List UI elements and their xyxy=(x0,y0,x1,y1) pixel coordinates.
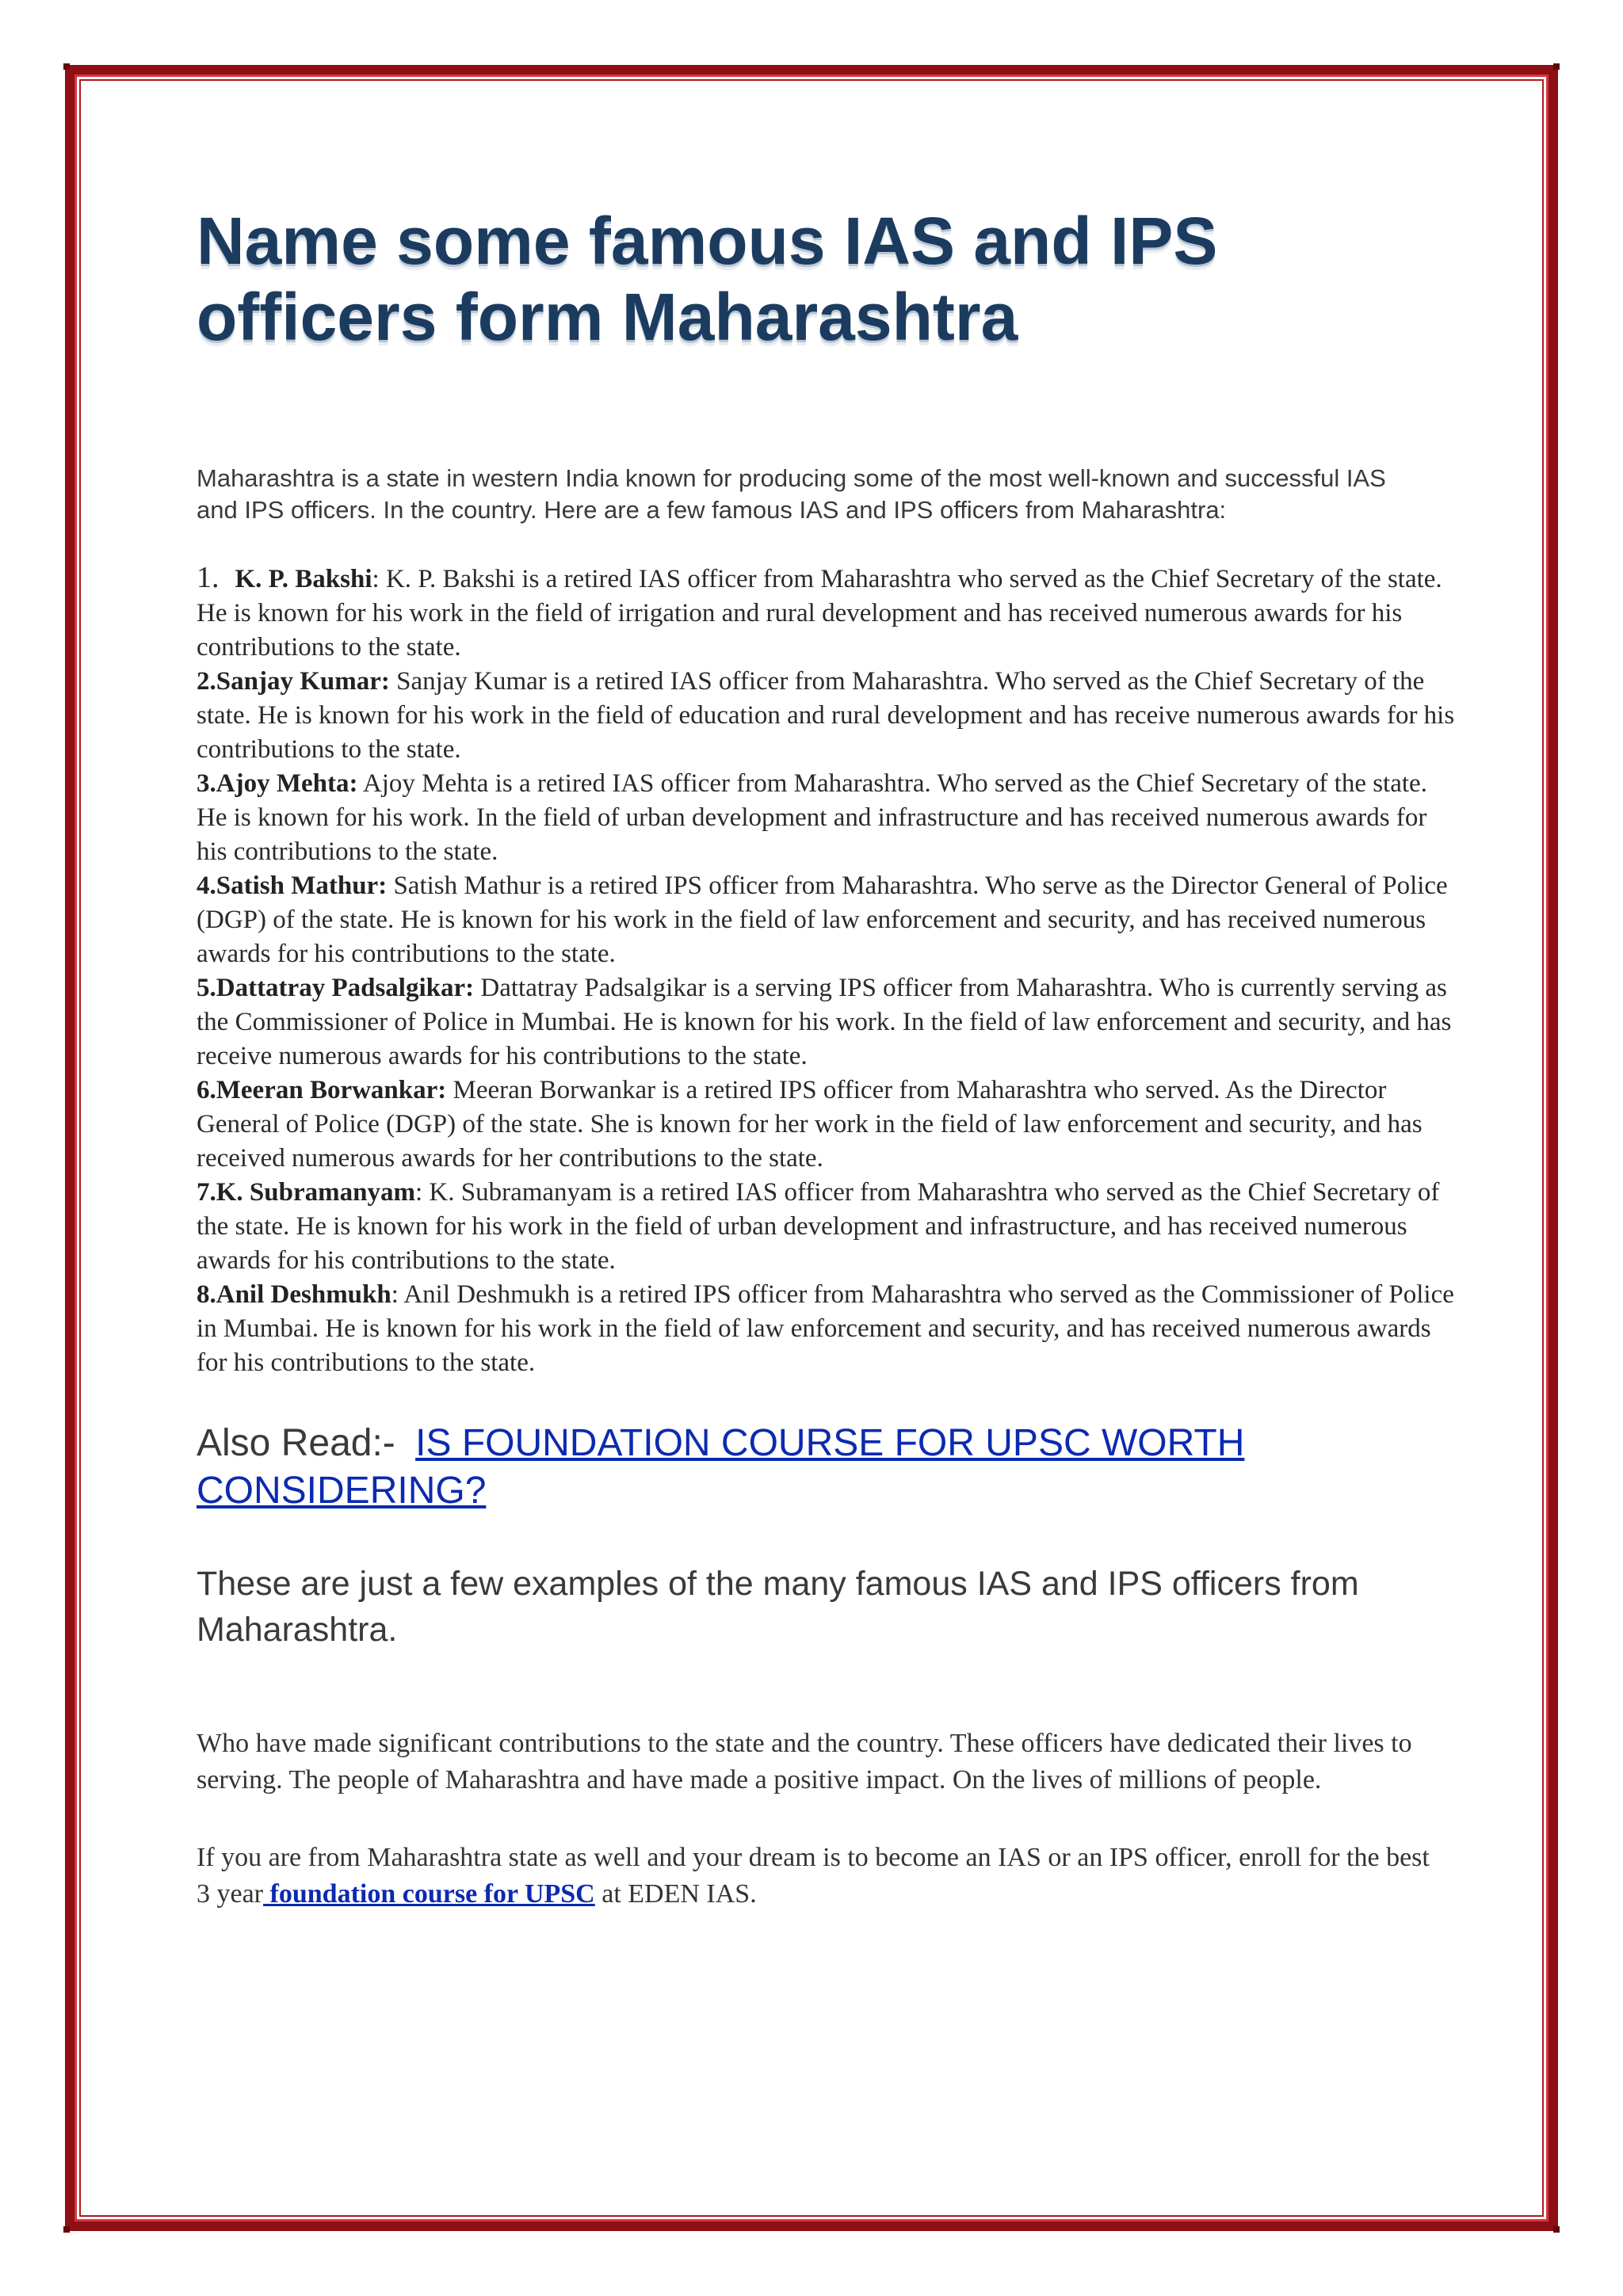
cta-text-after: at EDEN IAS. xyxy=(594,1879,757,1909)
also-read-label: Also Read:- xyxy=(197,1422,395,1464)
officer-number: 1. xyxy=(197,561,220,594)
officer-item xyxy=(197,767,1457,869)
officer-number: 8. xyxy=(197,1280,216,1309)
officer-name: Meeran Borwankar: xyxy=(216,1076,447,1104)
officer-number: 4. xyxy=(197,871,216,900)
closing-paragraph: Who have made significant contributions to the state and the country. These officers have dedicated their lives to serving. The people of Maharashtra and have made a positive impact. On the lives of millions of people. xyxy=(197,1729,1412,1794)
officer-description: K. P. Bakshi is a retired IAS officer from Maharashtra who served as the Chief Secretary of the state. He is known for his work in the field of irrigation and rural development and has received numerous awards for his contributions to the state. xyxy=(197,565,1442,662)
border-corner-bottom-left xyxy=(63,2226,70,2233)
officer-description: Satish Mathur is a retired IPS officer from Maharashtra. Who serve as the Director General of Police (DGP) of the state. He is known for his work in the field of law enforcement and security, and has received numerous awards for his contributions to the state. xyxy=(197,871,1448,968)
officer-name: Anil Deshmukh xyxy=(216,1280,391,1309)
officer-number: 3. xyxy=(197,769,216,798)
officer-number: 2. xyxy=(197,667,216,696)
officer-item xyxy=(197,665,1457,767)
officer-separator: : xyxy=(372,565,380,593)
officer-name: K. Subramanyam xyxy=(216,1178,415,1207)
also-read-section xyxy=(197,1420,1433,1515)
officer-item xyxy=(197,1278,1457,1380)
officer-separator: : xyxy=(391,1280,399,1309)
officer-separator: : xyxy=(414,1178,423,1207)
border-corner-bottom-right xyxy=(1553,2226,1560,2233)
officer-item xyxy=(197,1074,1457,1176)
cta-text-before: If you are from Maharashtra state as well and your dream is to become an IAS or an IPS officer, enroll for the best 3 year xyxy=(197,1843,1430,1909)
officer-number: 5. xyxy=(197,974,216,1002)
intro-paragraph: Maharashtra is a state in western India known for producing some of the most well-known and successful IAS and IPS officers. In the country. Here are a few famous IAS and IPS officers from Maharashtra: xyxy=(197,464,1386,524)
officer-item xyxy=(197,869,1457,971)
officer-description: Anil Deshmukh is a retired IPS officer from Maharashtra who served as the Commissioner of Police in Mumbai. He is known for his work in the field of law enforcement and security, and has received numerous awards for his contributions to the state. xyxy=(197,1280,1454,1377)
officer-description: Dattatray Padsalgikar is a serving IPS officer from Maharashtra. Who is currently serving as the Commissioner of Police in Mumbai. He is known for his work. In the field of law enforcement and security, and has receive numerous awards for his contributions to the state. xyxy=(197,974,1452,1070)
foundation-course-link[interactable]: foundation course for UPSC xyxy=(263,1879,595,1909)
also-read-link[interactable]: IS FOUNDATION COURSE FOR UPSC WORTH CONSIDERING? xyxy=(197,1422,1245,1512)
officer-description: K. Subramanyam is a retired IAS officer from Maharashtra who served as the Chief Secretary of the state. He is known for his work in the field of urban development and infrastructure, and has received numerous awards for his contributions to the state. xyxy=(197,1178,1440,1275)
examples-paragraph: These are just a few examples of the many famous IAS and IPS officers from Maharashtra. xyxy=(197,1565,1359,1649)
officer-number: 7. xyxy=(197,1178,216,1207)
document-content xyxy=(197,203,1455,1939)
officer-item xyxy=(197,561,1457,665)
cta-paragraph xyxy=(197,1840,1449,1913)
page-title: Name some famous IAS and IPS officers form Maharashtra xyxy=(197,204,1218,354)
border-corner-top-right xyxy=(1553,63,1560,70)
officer-list xyxy=(197,561,1457,1380)
officer-number: 6. xyxy=(197,1076,216,1104)
officer-description: Meeran Borwankar is a retired IPS officer from Maharashtra who served. As the Director General of Police (DGP) of the state. She is known for her work in the field of law enforcement and security, and has received numerous awards for her contributions to the state. xyxy=(197,1076,1423,1173)
officer-description: Sanjay Kumar is a retired IAS officer from Maharashtra. Who served as the Chief Secretary of the state. He is known for his work in the field of education and rural development and has receive numerous awards for his contributions to the state. xyxy=(197,667,1455,764)
officer-item xyxy=(197,1176,1457,1278)
officer-name: Satish Mathur: xyxy=(216,871,388,900)
officer-name: K. P. Bakshi xyxy=(235,565,372,593)
officer-description: Ajoy Mehta is a retired IAS officer from Maharashtra. Who served as the Chief Secretary of the state. He is known for his work. In the field of urban development and infrastructure and has received numerous awards for his contributions to the state. xyxy=(197,769,1427,866)
officer-name: Ajoy Mehta: xyxy=(216,769,358,798)
officer-name: Sanjay Kumar: xyxy=(216,667,390,696)
officer-name: Dattatray Padsalgikar: xyxy=(216,974,475,1002)
officer-item xyxy=(197,971,1457,1074)
border-corner-top-left xyxy=(63,63,70,70)
